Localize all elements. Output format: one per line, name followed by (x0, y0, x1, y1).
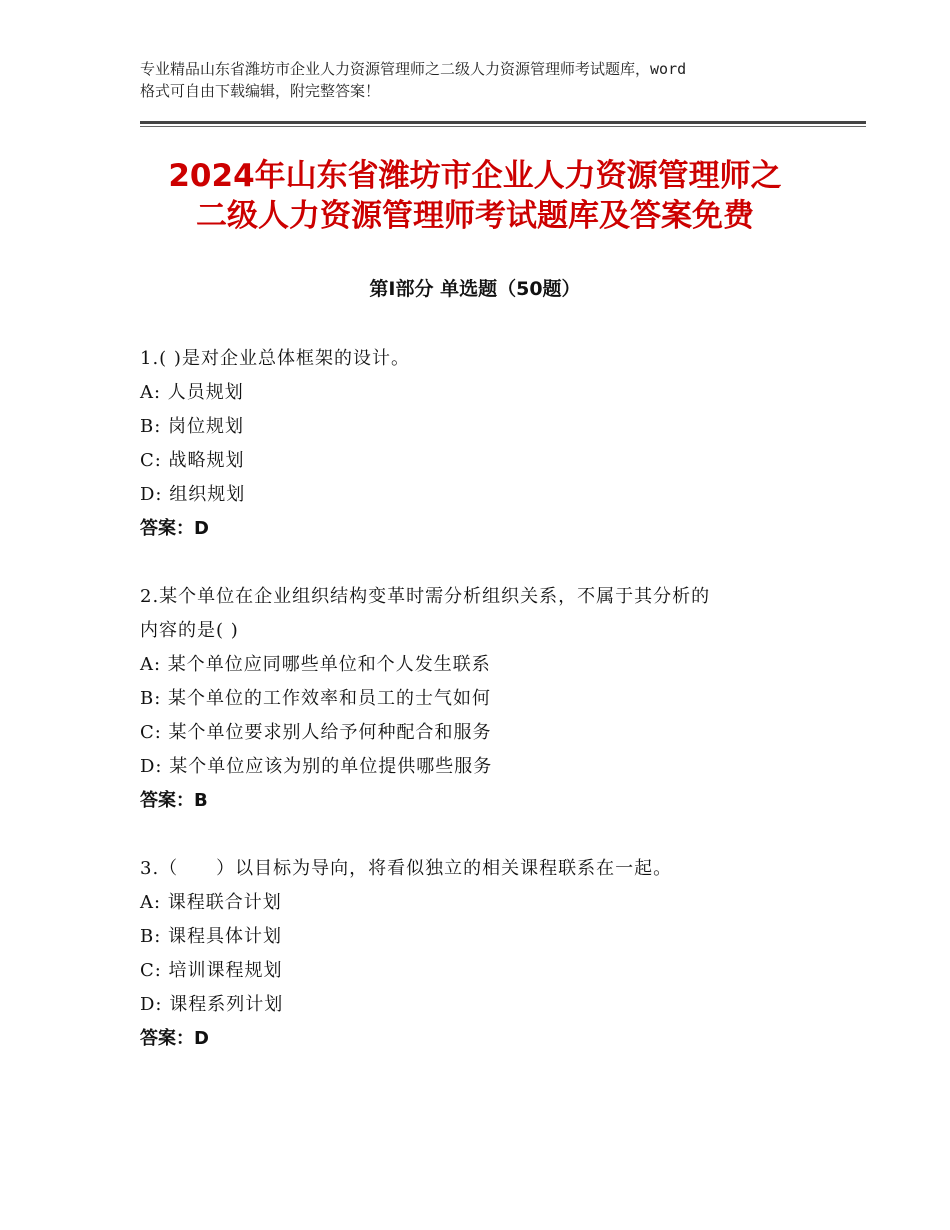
option-b: B: 课程具体计划 (140, 926, 283, 947)
answer-label: 答案：B (140, 790, 208, 811)
question-2 (140, 580, 840, 818)
question-stem: 2.某个单位在企业组织结构变革时需分析组织关系，不属于其分析的 (140, 586, 711, 607)
question-stem-continued: 内容的是( ) (140, 620, 239, 641)
option-a: A: 课程联合计划 (140, 892, 282, 913)
question-3 (140, 852, 840, 1056)
option-d: D: 课程系列计划 (140, 994, 284, 1015)
option-c: C: 某个单位要求别人给予何种配合和服务 (140, 722, 492, 743)
question-1 (140, 342, 840, 546)
answer-label: 答案：D (140, 518, 209, 539)
header-note-line: 专业精品山东省潍坊市企业人力资源管理师之二级人力资源管理师考试题库，word (140, 60, 687, 78)
option-b: B: 岗位规划 (140, 416, 245, 437)
document-title-line: 二级人力资源管理师考试题库及答案免费 (196, 198, 754, 234)
question-stem: 1.( )是对企业总体框架的设计。 (140, 348, 410, 369)
option-a: A: 人员规划 (140, 382, 244, 403)
document-title (100, 156, 850, 236)
option-d: D: 组织规划 (140, 484, 246, 505)
header-divider-thin (140, 126, 866, 127)
header-divider (140, 121, 866, 124)
option-a: A: 某个单位应同哪些单位和个人发生联系 (140, 654, 491, 675)
option-c: C: 培训课程规划 (140, 960, 283, 981)
header-note (140, 58, 830, 102)
answer-label: 答案：D (140, 1028, 209, 1049)
header-note-line: 格式可自由下载编辑，附完整答案！ (140, 82, 381, 100)
section-title: 第Ⅰ部分 单选题（50题） (369, 278, 581, 300)
option-d: D: 某个单位应该为别的单位提供哪些服务 (140, 756, 493, 777)
option-b: B: 某个单位的工作效率和员工的士气如何 (140, 688, 492, 709)
option-c: C: 战略规划 (140, 450, 245, 471)
document-title-line: 2024年山东省潍坊市企业人力资源管理师之 (168, 158, 782, 194)
question-stem: 3.（ ）以目标为导向，将看似独立的相关课程联系在一起。 (140, 858, 673, 879)
